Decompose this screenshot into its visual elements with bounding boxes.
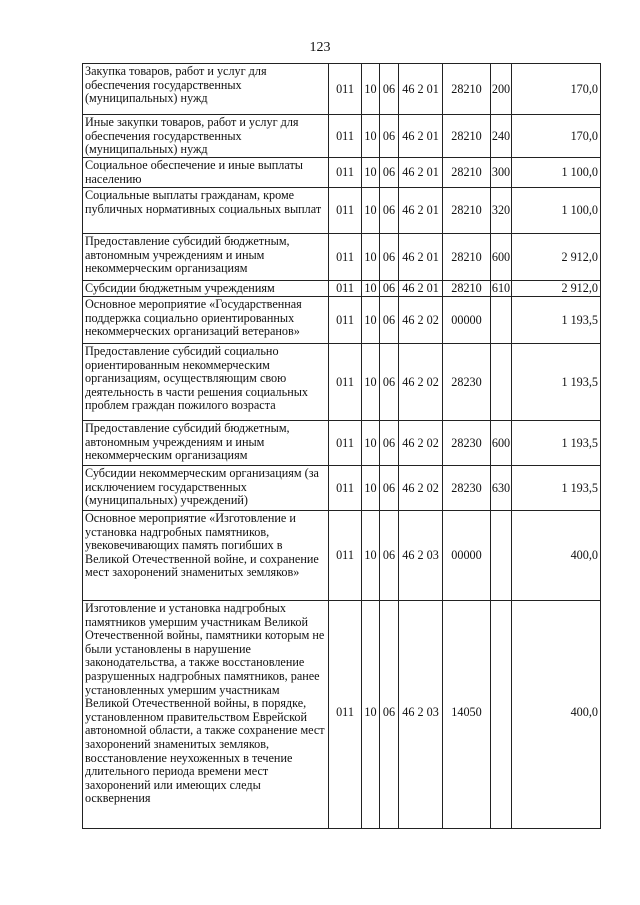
ministry-code: 011 [329,466,362,511]
amount: 1 193,5 [512,297,601,344]
ministry-code: 011 [329,421,362,466]
subsection-code: 06 [380,188,399,234]
section-code: 10 [362,511,380,601]
table-row [83,234,601,281]
section-code: 10 [362,601,380,829]
ministry-code: 011 [329,188,362,234]
row-name: Социальные выплаты гражданам, кроме публичных нормативных социальных выплат [83,188,329,234]
table-row [83,115,601,158]
amount: 1 100,0 [512,158,601,188]
amount: 1 100,0 [512,188,601,234]
expense-type-code: 600 [491,421,512,466]
subsection-code: 06 [380,511,399,601]
expense-type-code: 630 [491,466,512,511]
budget-table [82,63,601,829]
expense-code: 28230 [443,344,491,421]
expense-type-code: 320 [491,188,512,234]
program-code: 46 2 01 [399,234,443,281]
amount: 1 193,5 [512,466,601,511]
program-code: 46 2 03 [399,601,443,829]
amount: 400,0 [512,601,601,829]
ministry-code: 011 [329,115,362,158]
expense-code: 28230 [443,421,491,466]
expense-type-code: 600 [491,234,512,281]
table-row [83,421,601,466]
expense-type-code: 610 [491,281,511,296]
program-code: 46 2 03 [399,511,443,601]
subsection-code: 06 [380,466,399,511]
section-code: 10 [362,297,380,344]
section-code: 10 [362,466,380,511]
table-row [83,297,601,344]
subsection-code: 06 [380,281,399,297]
expense-type-code [491,344,512,421]
section-code: 10 [362,188,380,234]
row-name: Закупка товаров, работ и услуг для обеспечения государственных (муниципальных) нужд [83,64,329,115]
section-code: 10 [362,64,380,115]
row-name: Предоставление субсидий социально ориентированным некоммерческим организациям, осуществляющим свою деятельность в части решения социальных проблем граждан пожилого возраста [83,344,329,421]
expense-code: 28210 [443,158,491,188]
section-code: 10 [362,234,380,281]
program-code: 46 2 02 [399,297,443,344]
amount: 2 912,0 [512,234,601,281]
expense-type-code: 240 [491,115,512,158]
row-name: Основное мероприятие «Изготовление и установка надгробных памятников, увековечивающих память погибших в Великой Отечественной войне, и сохранение мест захоронений знаменитых земляков» [83,511,329,601]
section-code: 10 [362,281,380,297]
amount: 1 193,5 [512,421,601,466]
amount: 400,0 [512,511,601,601]
ministry-code: 011 [329,601,362,829]
section-code: 10 [362,158,380,188]
ministry-code: 011 [329,511,362,601]
section-code: 10 [362,421,380,466]
row-name: Субсидии бюджетным учреждениям [83,281,329,297]
row-name: Предоставление субсидий бюджетным, автономным учреждениям и иным некоммерческим организациям [83,234,329,281]
amount: 170,0 [512,64,601,115]
row-name: Предоставление субсидий бюджетным, автономным учреждениям и иным некоммерческим организациям [83,421,329,466]
expense-code: 28210 [443,188,491,234]
subsection-code: 06 [380,234,399,281]
subsection-code: 06 [380,297,399,344]
expense-type-code [491,601,512,829]
table-row [83,188,601,234]
subsection-code: 06 [380,158,399,188]
program-code: 46 2 01 [399,188,443,234]
row-name: Иные закупки товаров, работ и услуг для обеспечения государственных (муниципальных) нужд [83,115,329,158]
expense-type-code [491,297,512,344]
expense-code: 28210 [443,115,491,158]
program-code: 46 2 02 [399,344,443,421]
page-number: 123 [309,40,331,55]
ministry-code: 011 [329,158,362,188]
table-row [83,158,601,188]
program-code: 46 2 01 [399,64,443,115]
section-code: 10 [362,115,380,158]
ministry-code: 011 [329,234,362,281]
table-row [83,344,601,421]
subsection-code: 06 [380,115,399,158]
section-code: 10 [362,344,380,421]
table-row [83,64,601,115]
table-row [83,601,601,829]
program-code: 46 2 01 [399,158,443,188]
subsection-code: 06 [380,64,399,115]
expense-code: 28210 [443,281,491,297]
table-row [83,281,601,297]
row-name: Субсидии некоммерческим организациям (за исключением государственных (муниципальных) учреждений) [83,466,329,511]
program-code: 46 2 02 [399,466,443,511]
program-code: 46 2 02 [399,421,443,466]
ministry-code: 011 [329,344,362,421]
expense-code: 00000 [443,511,491,601]
expense-type-code: 200 [491,64,512,115]
table-row [83,466,601,511]
row-name: Изготовление и установка надгробных памятников умершим участникам Великой Отечественной войны, памятники которым не были установлены в нарушение законодательства, а также восстановление разрушенных надгробных памятников, ранее установленных умершим участникам Великой Отечественной войны, в порядке, установленном правительством Еврейской автономной области, а также сохранение мест захоронений знаменитых земляков, восстановление неухоженных в течение длительного периода времени мест захоронений или имеющих следы осквернения [83,601,329,829]
row-name: Социальное обеспечение и иные выплаты населению [83,158,329,188]
expense-code: 28230 [443,466,491,511]
row-name: Основное мероприятие «Государственная поддержка социально ориентированных некоммерческих организаций ветеранов» [83,297,329,344]
subsection-code: 06 [380,421,399,466]
subsection-code: 06 [380,344,399,421]
amount: 2 912,0 [512,281,601,297]
ministry-code: 011 [329,64,362,115]
subsection-code: 06 [380,601,399,829]
table-row [83,511,601,601]
program-code: 46 2 01 [399,281,443,297]
expense-type-code: 300 [491,158,512,188]
expense-code: 28210 [443,64,491,115]
expense-type-code [491,511,512,601]
expense-code: 00000 [443,297,491,344]
ministry-code: 011 [329,281,362,297]
ministry-code: 011 [329,297,362,344]
amount: 170,0 [512,115,601,158]
program-code: 46 2 01 [399,115,443,158]
expense-code: 14050 [443,601,491,829]
expense-code: 28210 [443,234,491,281]
amount: 1 193,5 [512,344,601,421]
